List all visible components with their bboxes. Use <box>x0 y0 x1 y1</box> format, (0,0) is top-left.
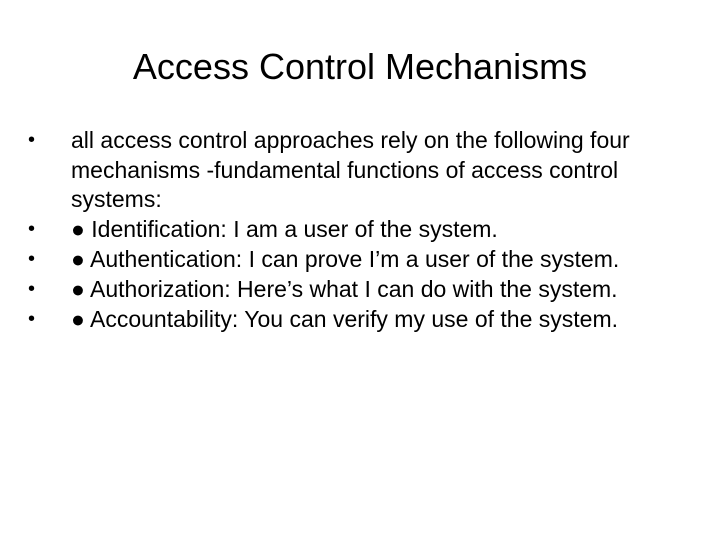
bullet-text: ● Accountability: You can verify my use of the system. <box>71 306 618 332</box>
slide-title: Access Control Mechanisms <box>132 46 588 87</box>
bullet-text: all access control approaches rely on the following four mechanisms -fundamental functions of access control systems: <box>71 127 630 212</box>
bullet-text: ● Authorization: Here’s what I can do with the system. <box>71 276 618 302</box>
bullet-item-accountability <box>26 305 666 335</box>
bullet-icon: • <box>28 308 36 330</box>
bullet-list <box>26 126 666 335</box>
bullet-icon: • <box>28 218 36 240</box>
bullet-icon: • <box>28 248 36 270</box>
bullet-text: ● Authentication: I can prove I’m a user of the system. <box>71 246 620 272</box>
bullet-item-authorization <box>26 275 666 305</box>
bullet-item-intro <box>26 126 666 215</box>
bullet-icon: • <box>28 129 36 151</box>
bullet-icon: • <box>28 278 36 300</box>
bullet-item-authentication <box>26 245 666 275</box>
bullet-item-identification <box>26 215 666 245</box>
bullet-text: ● Identification: I am a user of the system. <box>71 216 498 242</box>
